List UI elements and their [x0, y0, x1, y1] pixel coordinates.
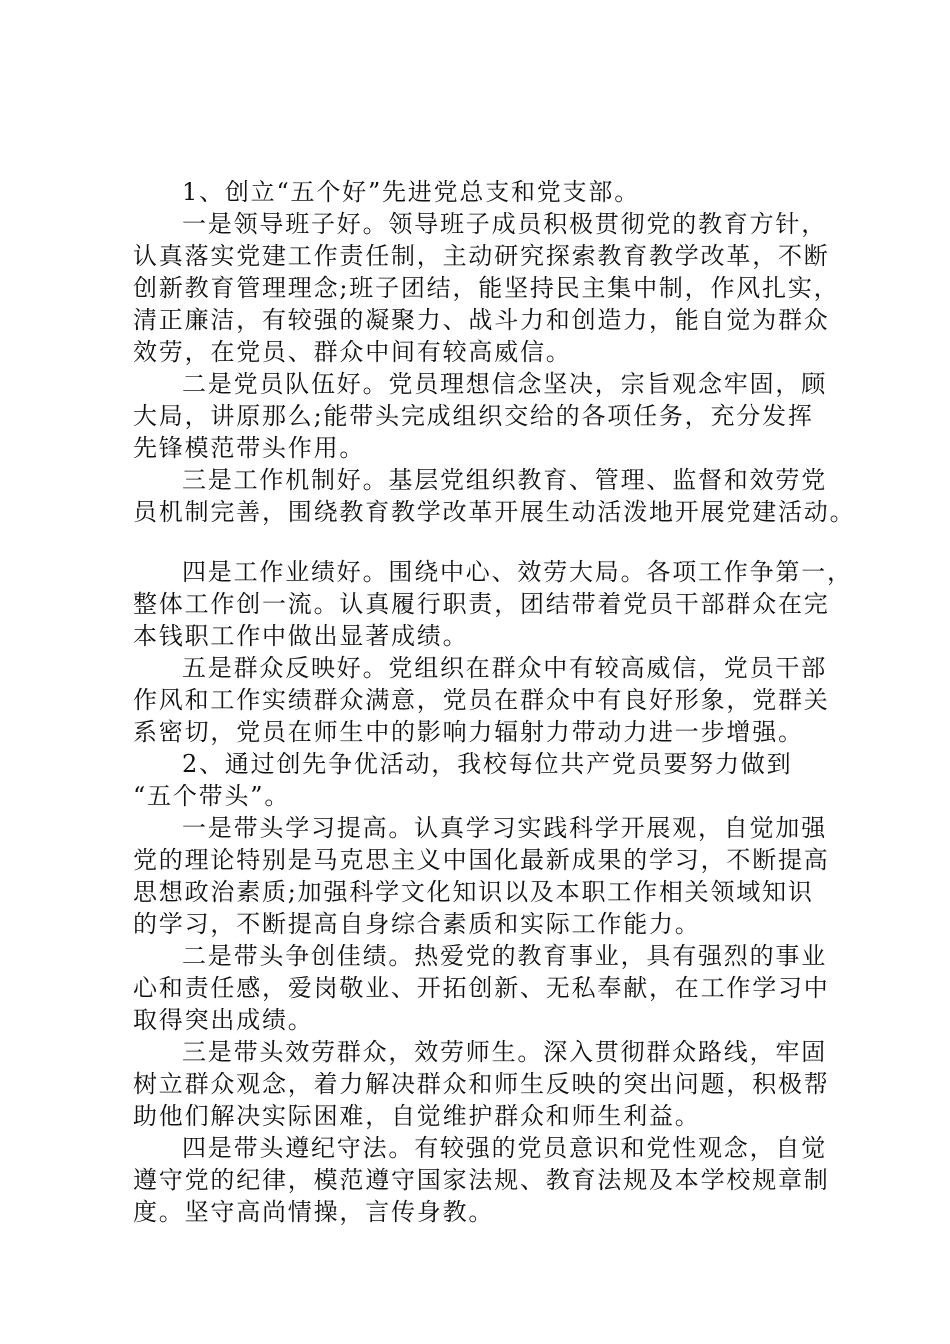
paragraph-line: 效劳，在党员、群众中间有较高威信。	[133, 338, 572, 366]
paragraph-line: 三是带头效劳群众，效劳师生。深入贯彻群众路线，牢固	[182, 1038, 827, 1066]
paragraph-line: 二是党员队伍好。党员理想信念坚决，宗旨观念牢固，顾	[182, 370, 827, 398]
paragraph-line: 思想政治素质;加强科学文化知识以及本职工作相关领域知识	[133, 878, 814, 906]
paragraph-line: 系密切，党员在师生中的影响力辐射力带动力进一步增强。	[133, 718, 804, 746]
paragraph-line: 整体工作创一流。认真履行职责，团结带着党员干部群众在完	[133, 590, 830, 618]
paragraph-line: 先锋模范带头作用。	[133, 434, 366, 462]
paragraph-line: 树立群众观念，着力解决群众和师生反映的突出问题，积极帮	[133, 1070, 830, 1098]
paragraph-line: 员机制完善，围绕教育教学改革开展生动活泼地开展党建活动。	[133, 498, 856, 526]
paragraph-line: 大局，讲原那么;能带头完成组织交给的各项任务，充分发挥	[133, 402, 814, 430]
paragraph-line: 遵守党的纪律，模范遵守国家法规、教育法规及本学校规章制	[133, 1166, 830, 1194]
paragraph-line: 创新教育管理理念;班子团结，能坚持民主集中制，作风扎实，	[133, 274, 840, 302]
section-heading-2-cont: “五个带头”。	[133, 782, 291, 810]
section-heading-2: 2、通过创先争优活动，我校每位共产党员要努力做到	[182, 750, 793, 778]
paragraph-line: 作风和工作实绩群众满意，党员在群众中有良好形象，党群关	[133, 686, 830, 714]
paragraph-line: 二是带头争创佳绩。热爱党的教育事业，具有强烈的事业	[182, 942, 827, 970]
paragraph-line: 一是带头学习提高。认真学习实践科学开展观，自觉加强	[182, 814, 827, 842]
paragraph-gap	[133, 528, 823, 556]
paragraph-line: 认真落实党建工作责任制，主动研究探索教育教学改革，不断	[133, 242, 830, 270]
paragraph-line: 三是工作机制好。基层党组织教育、管理、监督和效劳党	[182, 466, 827, 494]
paragraph-line: 本钱职工作中做出显著成绩。	[133, 622, 469, 650]
paragraph-line: 五是群众反映好。党组织在群众中有较高威信，党员干部	[182, 654, 827, 682]
document-body	[133, 176, 856, 1228]
paragraph-line: 一是领导班子好。领导班子成员积极贯彻党的教育方针，	[182, 210, 827, 238]
paragraph-line: 党的理论特别是马克思主义中国化最新成果的学习，不断提高	[133, 846, 830, 874]
paragraph-line: 助他们解决实际困难，自觉维护群众和师生利益。	[133, 1102, 701, 1130]
paragraph-line: 的学习，不断提高自身综合素质和实际工作能力。	[133, 910, 701, 938]
paragraph-line: 取得突出成绩。	[133, 1006, 314, 1034]
paragraph-line: 心和责任感，爱岗敬业、开拓创新、无私奉献，在工作学习中	[133, 974, 830, 1002]
paragraph-line: 清正廉洁，有较强的凝聚力、战斗力和创造力，能自觉为群众	[133, 306, 830, 334]
paragraph-line: 四是工作业绩好。围绕中心、效劳大局。各项工作争第一，	[182, 558, 853, 586]
paragraph-line: 度。坚守高尚情操，言传身教。	[133, 1198, 495, 1226]
paragraph-line: 四是带头遵纪守法。有较强的党员意识和党性观念，自觉	[182, 1134, 827, 1162]
section-heading-1: 1、创立“五个好”先进党总支和党支部。	[182, 178, 641, 206]
